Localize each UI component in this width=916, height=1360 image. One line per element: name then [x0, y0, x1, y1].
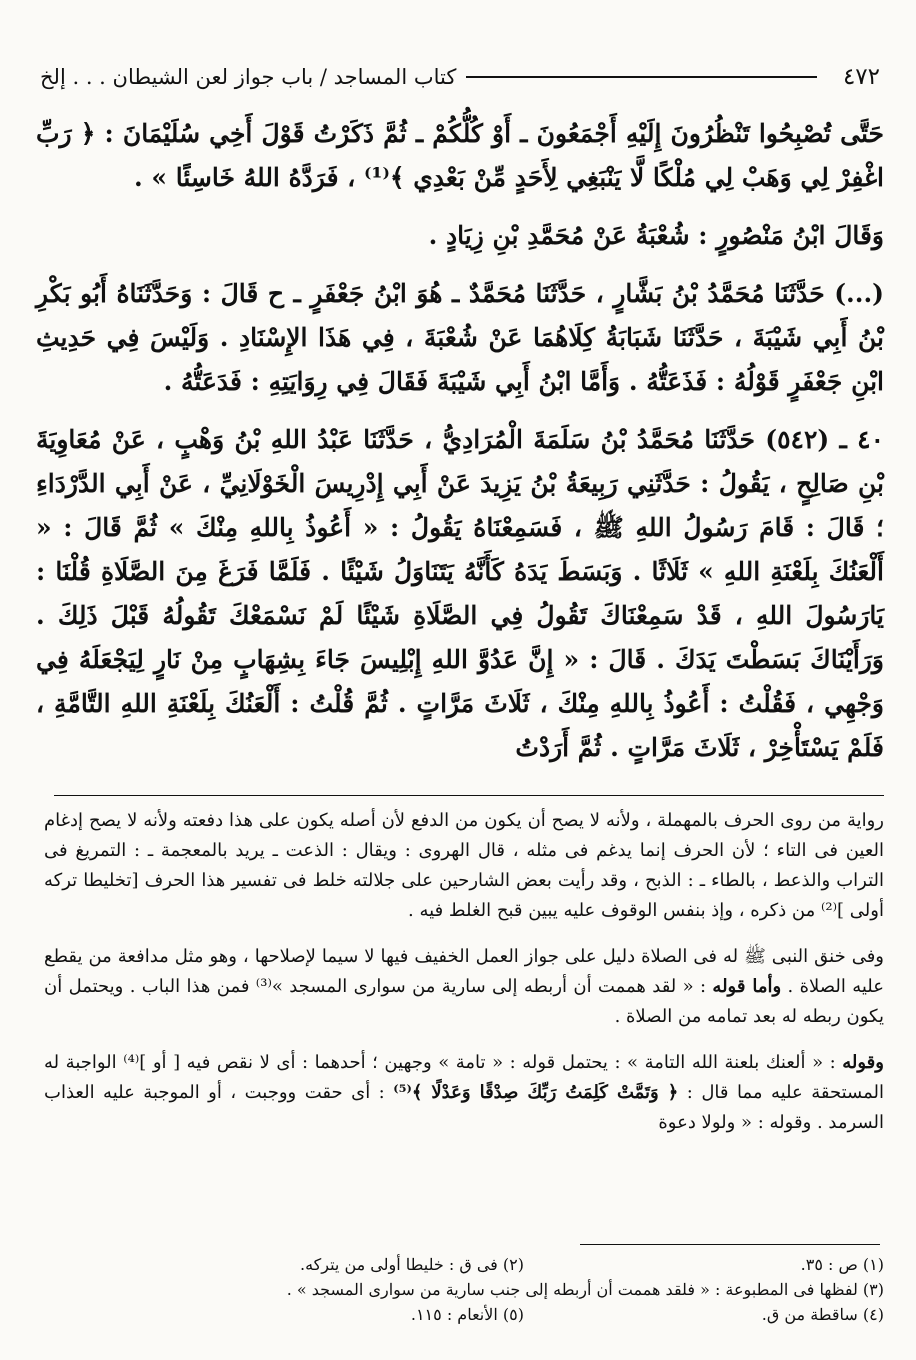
- main-paragraph-4: ٤٠ ـ (٥٤٢) حَدَّثَنَا مُحَمَّدُ بْنُ سَلَمَةَ الْمُرَادِيُّ ، حَدَّثَنَا عَبْدُ اللهِ بْنُ وَهْبٍ ، عَنْ مُعَاوِيَةَ بْنِ صَالِحٍ ، يَقُولُ : حَدَّثَنِي رَبِيعَةُ بْنُ يَزِيدَ عَنْ أَبِي إِدْرِيسَ الْخَوْلَانِيِّ ، عَنْ أَبِي الدَّرْدَاءِ ؛ قَالَ : قَامَ رَسُولُ اللهِ ﷺ ، فَسَمِعْنَاهُ يَقُولُ : « أَعُوذُ بِاللهِ مِنْكَ » ثُمَّ قَالَ : « أَلْعَنُكَ بِلَعْنَةِ اللهِ » ثَلَاثًا . وَبَسَطَ يَدَهُ كَأَنَّهُ يَتَنَاوَلُ شَيْئًا . فَلَمَّا فَرَغَ مِنَ الصَّلَاةِ قُلْنَا : يَارَسُولَ اللهِ ، قَدْ سَمِعْنَاكَ تَقُولُ فِي الصَّلَاةِ شَيْئًا لَمْ نَسْمَعْكَ تَقُولُهُ قَبْلَ ذَلِكَ . وَرَأَيْنَاكَ بَسَطْتَ يَدَكَ . قَالَ : « إِنَّ عَدُوَّ اللهِ إِبْلِيسَ جَاءَ بِشِهَابٍ مِنْ نَارٍ لِيَجْعَلَهُ فِي وَجْهِي ، فَقُلْتُ : أَعُوذُ بِاللهِ مِنْكَ ، ثَلَاثَ مَرَّاتٍ . ثُمَّ قُلْتُ : أَلْعَنُكَ بِلَعْنَةِ اللهِ التَّامَّةِ ، فَلَمْ يَسْتَأْخِرْ ، ثَلَاثَ مَرَّاتٍ . ثُمَّ أَرَدْتُ: [36, 425, 884, 762]
- commentary-separator: [54, 795, 884, 796]
- commentary-text: : أى حقت ووجبت ، أو الموجبة عليه العذاب السرمد . وقوله : « ولولا دعوة: [44, 1082, 884, 1133]
- hadith-text: [36, 112, 884, 784]
- footnote-2: (٢) فى ق : خليطا أولى من يتركه.: [299, 1255, 524, 1274]
- commentary-paragraph-1: رواية من روى الحرف بالمهملة ، ولأنه لا يصح أن يكون من الدفع لأن أصله يكون على هذا دفعته ولأنه لا يصح إدغام العين فى التاء ؛ لأن الحرف إنما يدغم فى مثله ، قال الهروى : ويقال : الذعت ـ يريد بالمعجمة ـ : التمريغ فى التراب والذعط ، بالطاء ـ : الذبح ، وقد رأيت بعض الشارحين على جلالته خلط فى تفسير هذا الحرف [تخليطا تركه أولى ]⁽²⁾ من ذكره ، وإذ بنفس الوقوف عليه يبين قبح الغلط فيه .: [44, 810, 885, 921]
- page-number: ٤٧٢: [842, 64, 880, 90]
- commentary-text: : « ألعنك بلعنة الله التامة » : يحتمل قوله : « تامة » وجهين ؛ أحدهما : أى لا نقص فيه [ أو ]⁽⁴⁾ الواجبة له المستحقة عليه مما قال :: [44, 1052, 884, 1103]
- main-paragraph-3: (...) حَدَّثَنَا مُحَمَّدُ بْنُ بَشَّارٍ ، حَدَّثَنَا مُحَمَّدٌ ـ هُوَ ابْنُ جَعْفَرٍ ـ ح قَالَ : وَحَدَّثَنَاهُ أَبُو بَكْرِ بْنُ أَبِي شَيْبَةَ ، حَدَّثَنَا شَبَابَةُ كِلَاهُمَا عَنْ شُعْبَةَ ، فِي هَذَا الإِسْنَادِ . وَلَيْسَ فِي حَدِيثِ ابْنِ جَعْفَرٍ قَوْلُهُ : فَذَعَتُّهُ . وَأَمَّا ابْنُ أَبِي شَيْبَةَ فَقَالَ فِي رِوَايَتِهِ : فَدَعَتُّهُ .: [36, 279, 884, 396]
- footnote-row: [44, 1302, 884, 1327]
- footnote-3: (٣) لفظها فى المطبوعة : « فلقد هممت أن أربطه إلى جنب سارية من سوارى المسجد » .: [286, 1280, 884, 1299]
- commentary: [44, 806, 884, 1154]
- commentary-text: وفى خنق النبى ﷺ له فى الصلاة دليل على جواز العمل الخفيف فيها لا سيما لإصلاحها ، وهو مثل مدافعة من يقطع عليه الصلاة .: [44, 946, 884, 997]
- running-header: [40, 58, 880, 96]
- footnote-5: (٥) الأنعام : ١١٥.: [410, 1305, 524, 1324]
- commentary-paragraph-3: [44, 1048, 884, 1138]
- commentary-keyword: وأما قوله: [712, 976, 782, 997]
- footnote-1: (١) ص : ٣٥.: [800, 1255, 884, 1274]
- main-paragraph-2: وَقَالَ ابْنُ مَنْصُورٍ : شُعْبَةُ عَنْ مُحَمَّدِ بْنِ زِيَادٍ .: [428, 221, 884, 250]
- running-title: كتاب المساجد / باب جواز لعن الشيطان . . . إلخ: [40, 65, 457, 89]
- commentary-keyword: وقوله: [842, 1052, 884, 1073]
- main-paragraph-1: حَتَّى تُصْبِحُوا تَنْظُرُونَ إِلَيْهِ أَجْمَعُونَ ـ أَوْ كُلُّكُمْ ـ ثُمَّ ذَكَرْتُ قَوْلَ أَخِي سُلَيْمَانَ : ﴿ رَبِّ اغْفِرْ لِي وَهَبْ لِي مُلْكًا لَّا يَنْبَغِي لِأَحَدٍ مِّنْ بَعْدِي ﴾⁽¹⁾ ، فَرَدَّهُ اللهُ خَاسِئًا » .: [36, 119, 884, 192]
- footnote-separator: [580, 1244, 880, 1245]
- commentary-paragraph-2: [44, 942, 884, 1032]
- footnote-4: (٤) ساقطة من ق.: [761, 1305, 884, 1324]
- quran-quote: ﴿ وَتَمَّتْ كَلِمَتُ رَبِّكَ صِدْقًا وَعَدْلًا ﴾⁽⁵⁾: [393, 1082, 679, 1103]
- header-rule: [466, 76, 817, 78]
- footnotes: [44, 1252, 884, 1327]
- commentary-text: : « لقد هممت أن أربطه إلى سارية من سوارى المسجد »⁽³⁾ فمن هذا الباب . ويحتمل أن يكون ربطه له بعد تمامه من الصلاة .: [44, 976, 884, 1027]
- footnote-row: [44, 1277, 884, 1302]
- footnote-row: [44, 1252, 884, 1277]
